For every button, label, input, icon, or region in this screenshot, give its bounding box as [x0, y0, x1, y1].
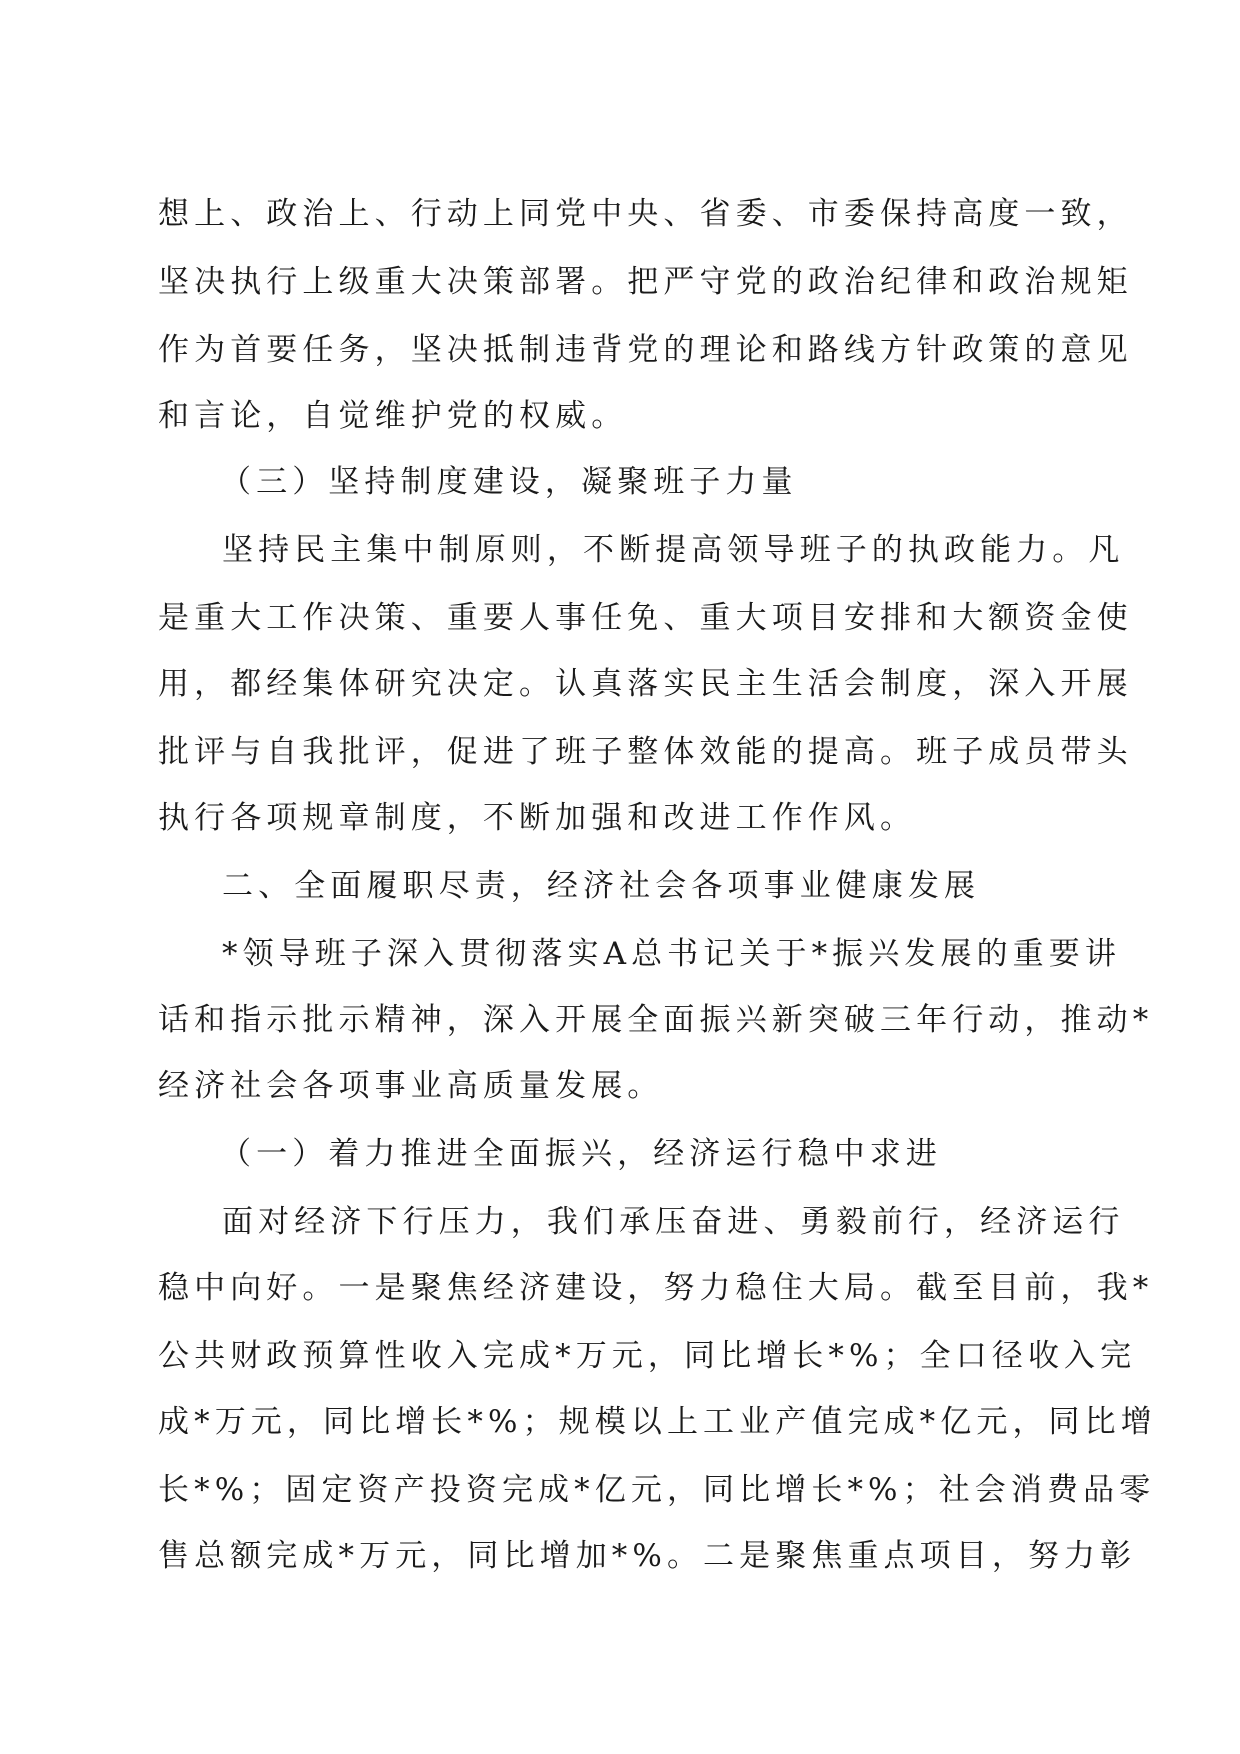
- body-text-line: 作为首要任务，坚决抵制违背党的理论和路线方针政策的意见: [158, 332, 1133, 368]
- body-text-line: 面对经济下行压力，我们承压奋进、勇毅前行，经济运行: [222, 1204, 1125, 1240]
- body-text-line: 长*%；固定资产投资完成*亿元，同比增长*%；社会消费品零: [158, 1472, 1156, 1508]
- body-text-line: 是重大工作决策、重要人事任免、重大项目安排和大额资金使: [158, 600, 1133, 636]
- section-heading: （一）着力推进全面振兴，经济运行稳中求进: [220, 1136, 942, 1172]
- body-text-line: 执行各项规章制度，不断加强和改进工作作风。: [158, 800, 917, 836]
- body-text-line: 和言论，自觉维护党的权威。: [158, 398, 628, 434]
- body-text-line: 话和指示批示精神，深入开展全面振兴新突破三年行动，推动*: [158, 1002, 1154, 1038]
- body-text-line: *领导班子深入贯彻落实A总书记关于*振兴发展的重要讲: [222, 936, 1121, 972]
- body-text-line: 用，都经集体研究决定。认真落实民主生活会制度，深入开展: [158, 666, 1133, 702]
- body-text-line: 售总额完成*万元，同比增加*%。二是聚焦重点项目，努力彰: [158, 1538, 1137, 1574]
- section-heading: 二、全面履职尽责，经济社会各项事业健康发展: [222, 868, 981, 904]
- section-heading: （三）坚持制度建设，凝聚班子力量: [220, 464, 798, 500]
- body-text-line: 成*万元，同比增长*%；规模以上工业产值完成*亿元，同比增: [158, 1404, 1157, 1440]
- body-text-line: 坚持民主集中制原则，不断提高领导班子的执政能力。凡: [222, 532, 1125, 568]
- body-text-line: 想上、政治上、行动上同党中央、省委、市委保持高度一致，: [158, 196, 1133, 232]
- body-text-line: 坚决执行上级重大决策部署。把严守党的政治纪律和政治规矩: [158, 264, 1133, 300]
- body-text-line: 经济社会各项事业高质量发展。: [158, 1068, 664, 1104]
- body-text-line: 稳中向好。一是聚焦经济建设，努力稳住大局。截至目前，我*: [158, 1270, 1154, 1306]
- body-text-line: 批评与自我批评，促进了班子整体效能的提高。班子成员带头: [158, 734, 1133, 770]
- body-text-line: 公共财政预算性收入完成*万元，同比增长*%；全口径收入完: [158, 1338, 1137, 1374]
